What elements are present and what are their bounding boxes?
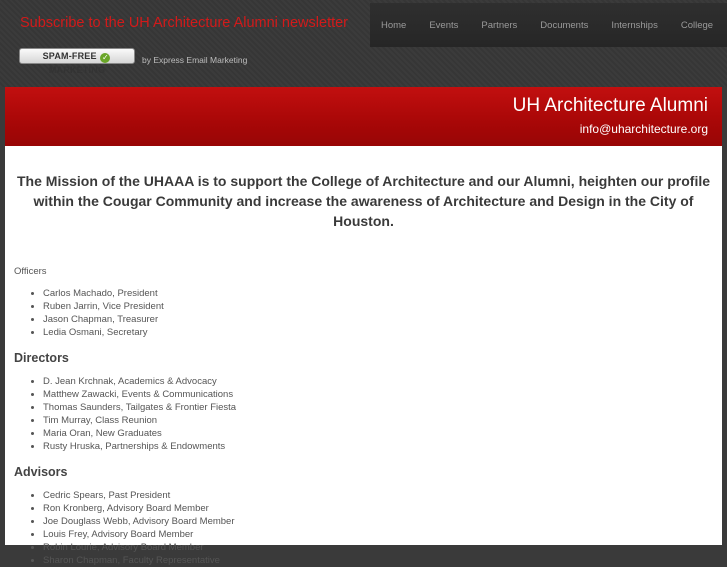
site-title: UH Architecture Alumni [512, 95, 708, 116]
list-item: • Matthew Zawacki, Events & Communications [43, 388, 722, 401]
newsletter-subscribe-link[interactable]: Subscribe to the UH Architecture Alumni newsletter [20, 15, 349, 31]
badge-left-text: SPAM-FREE [42, 51, 97, 61]
list-item: • Jason Chapman, Treasurer [43, 313, 722, 326]
list-item: • Sharon Chapman, Faculty Representative [43, 554, 722, 567]
nav-internships[interactable]: Internships [611, 19, 658, 31]
list-item: • D. Jean Krchnak, Academics & Advocacy [43, 375, 722, 388]
site-banner [5, 87, 722, 146]
list-item: • Ruben Jarrin, Vice President [43, 300, 722, 313]
main-content [5, 146, 722, 566]
main-nav [370, 3, 727, 47]
checkmark-icon: ✓ [101, 53, 109, 62]
badge-right-text: MARKETING [48, 65, 106, 75]
list-item: • Louis Frey, Advisory Board Member [43, 528, 722, 541]
list-item: • Robin Lourie, Advisory Board Member [43, 541, 722, 554]
list-item: • Maria Oran, New Graduates [43, 427, 722, 440]
list-item: • Tim Murray, Class Reunion [43, 414, 722, 427]
nav-home[interactable]: Home [381, 19, 407, 31]
directors-list [43, 375, 722, 453]
spam-free-marketing-badge[interactable] [19, 48, 135, 75]
contact-email[interactable]: info@uharchitecture.org [579, 122, 708, 136]
directors-heading: Directors [14, 351, 69, 365]
list-item: • Carlos Machado, President [43, 287, 722, 300]
officers-label: Officers [14, 266, 47, 277]
nav-events[interactable]: Events [429, 19, 459, 31]
mission-statement: The Mission of the UHAAA is to support the College of Architecture and our Alumni, heighten our profile within the Cougar Community and increase the awareness of Architecture and Design in the City of Houston. [17, 173, 711, 229]
list-item: • Cedric Spears, Past President [43, 489, 722, 502]
top-bar [0, 0, 727, 87]
nav-partners[interactable]: Partners [481, 19, 518, 31]
advisors-heading: Advisors [14, 465, 68, 479]
advisors-list [43, 489, 722, 567]
list-item: • Thomas Saunders, Tailgates & Frontier Fiesta [43, 401, 722, 414]
list-item: • Rusty Hruska, Partnerships & Endowments [43, 440, 722, 453]
nav-college[interactable]: College [680, 19, 714, 31]
badge-by-text: by Express Email Marketing [142, 55, 248, 65]
officers-list [43, 287, 722, 339]
nav-documents[interactable]: Documents [540, 19, 589, 31]
list-item: • Joe Douglass Webb, Advisory Board Member [43, 515, 722, 528]
list-item: • Ron Kronberg, Advisory Board Member [43, 502, 722, 515]
list-item: • Ledia Osmani, Secretary [43, 326, 722, 339]
